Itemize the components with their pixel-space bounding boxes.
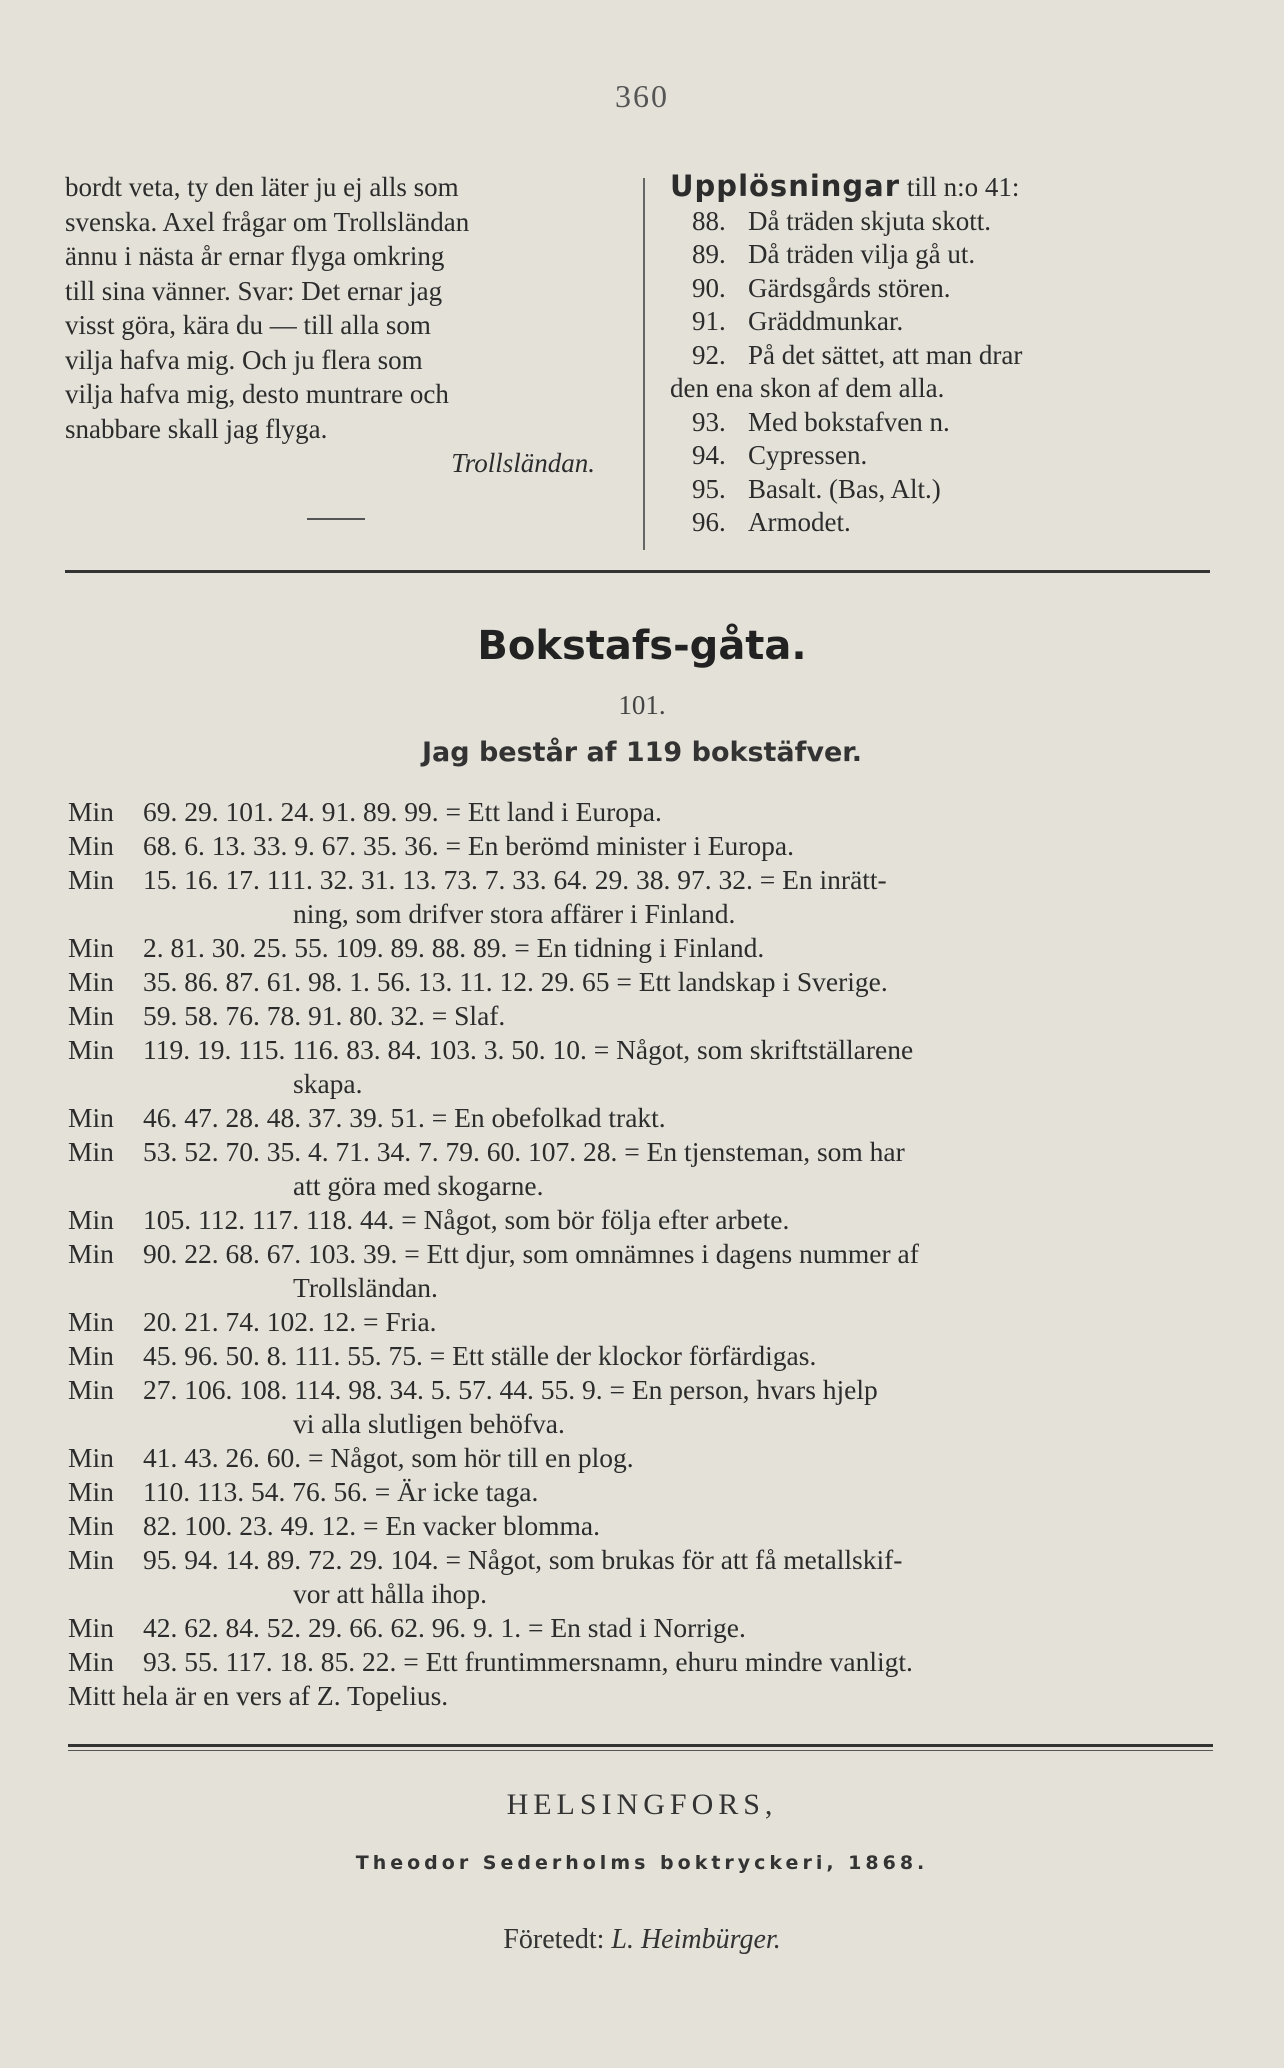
clue-row bbox=[68, 1339, 1218, 1373]
clue-text: 95. 94. 14. 89. 72. 29. 104. = Något, som brukas för att få metallskif- bbox=[143, 1544, 903, 1575]
puzzle-closing: Mitt hela är en vers af Z. Topelius. bbox=[68, 1680, 449, 1711]
clue-text-continued: skapa. bbox=[293, 1068, 363, 1099]
solution-number: 95. bbox=[692, 473, 726, 504]
solution-item bbox=[670, 205, 1225, 239]
clue-row bbox=[68, 863, 1218, 931]
solution-item bbox=[670, 305, 1225, 339]
solution-text: Med bokstafven n. bbox=[748, 406, 950, 437]
puzzle-subtitle: Jag består af 119 bokstäfver. bbox=[421, 737, 863, 768]
puzzle-number: 101. bbox=[618, 690, 666, 720]
clue-min-label: Min bbox=[68, 1646, 114, 1677]
clue-text: 93. 55. 117. 18. 85. 22. = Ett fruntimmersnamn, ehuru mindre vanligt. bbox=[143, 1646, 913, 1677]
solution-text: Cypressen. bbox=[748, 440, 868, 470]
clue-min-label: Min bbox=[68, 1442, 114, 1473]
clue-min-label: Min bbox=[68, 1204, 114, 1235]
clue-text: 110. 113. 54. 76. 56. = Är icke taga. bbox=[143, 1476, 539, 1507]
clue-min-label: Min bbox=[68, 1510, 114, 1541]
clue-text-continued: vor att hålla ihop. bbox=[293, 1578, 487, 1609]
solution-text: På det sättet, att man drar bbox=[748, 339, 1023, 370]
solution-item bbox=[670, 473, 1225, 507]
editorial-line: vilja hafva mig, desto muntrare och bbox=[65, 379, 449, 409]
solution-number: 96. bbox=[692, 507, 726, 537]
clue-min-label: Min bbox=[68, 1306, 114, 1337]
solution-text: Gärdsgårds stören. bbox=[748, 272, 951, 303]
solution-number: 93. bbox=[692, 406, 726, 437]
clue-text-continued: att göra med skogarne. bbox=[293, 1170, 544, 1201]
clue-min-label: Min bbox=[68, 932, 114, 963]
clue-text: 53. 52. 70. 35. 4. 71. 34. 7. 79. 60. 107. 28. = En tjensteman, som har bbox=[143, 1136, 905, 1167]
clue-text: 90. 22. 68. 67. 103. 39. = Ett djur, som omnämnes i dagens nummer af bbox=[143, 1238, 919, 1269]
clue-row bbox=[68, 999, 1218, 1033]
publisher-label: Företedt: bbox=[503, 1924, 612, 1955]
solution-item bbox=[670, 406, 1225, 440]
clue-row bbox=[68, 1645, 1218, 1679]
clue-row bbox=[68, 1305, 1218, 1339]
editorial-line: svenska. Axel frågar om Trollsländan bbox=[65, 206, 470, 237]
solution-text: Då träden skjuta skott. bbox=[748, 205, 991, 236]
clue-text: 59. 58. 76. 78. 91. 80. 32. = Slaf. bbox=[143, 1000, 506, 1031]
clue-text: 69. 29. 101. 24. 91. 89. 99. = Ett land i Europa. bbox=[143, 796, 662, 827]
clue-text-continued: ning, som drifver stora affärer i Finland. bbox=[293, 898, 736, 929]
footer-rule-thin bbox=[68, 1750, 1213, 1751]
clue-row bbox=[68, 1611, 1218, 1645]
clue-row bbox=[68, 965, 1218, 999]
clue-min-label: Min bbox=[68, 796, 114, 827]
clue-row bbox=[68, 1237, 1218, 1305]
short-divider bbox=[307, 518, 365, 520]
clue-row bbox=[68, 1203, 1218, 1237]
editorial-line: vilja hafva mig. Och ju flera som bbox=[65, 344, 423, 375]
clue-min-label: Min bbox=[68, 1000, 114, 1031]
clue-row bbox=[68, 1509, 1218, 1543]
solutions-heading-word: Upplösningar bbox=[670, 169, 901, 203]
clue-row bbox=[68, 1441, 1218, 1475]
solution-text: Armodet. bbox=[748, 507, 851, 537]
clue-text: 42. 62. 84. 52. 29. 66. 62. 96. 9. 1. = En stad i Norrige. bbox=[143, 1612, 746, 1643]
clue-min-label: Min bbox=[68, 1612, 114, 1643]
clue-row bbox=[68, 1135, 1218, 1203]
clue-row bbox=[68, 931, 1218, 965]
clue-text: 35. 86. 87. 61. 98. 1. 56. 13. 11. 12. 29. 65 = Ett landskap i Sverige. bbox=[143, 966, 888, 997]
clue-list bbox=[68, 795, 1218, 1713]
clue-text: 46. 47. 28. 48. 37. 39. 51. = En obefolkad trakt. bbox=[143, 1102, 666, 1133]
editorial-line: visst göra, kära du — till alla som bbox=[65, 310, 431, 340]
clue-min-label: Min bbox=[68, 830, 114, 861]
solutions-list bbox=[670, 205, 1225, 540]
clue-min-label: Min bbox=[68, 966, 114, 997]
solution-number: 92. bbox=[692, 339, 726, 370]
clue-min-label: Min bbox=[68, 1374, 114, 1405]
clue-min-label: Min bbox=[68, 864, 114, 895]
solution-item bbox=[670, 238, 1225, 272]
solution-number: 91. bbox=[692, 306, 726, 336]
solution-number: 94. bbox=[692, 440, 726, 470]
solution-text: Gräddmunkar. bbox=[748, 306, 904, 336]
solution-item bbox=[670, 339, 1225, 373]
solutions-column bbox=[670, 170, 1225, 540]
editorial-line: snabbare skall jag flyga. bbox=[65, 413, 328, 444]
solution-number: 90. bbox=[692, 272, 726, 303]
clue-text: 41. 43. 26. 60. = Något, som hör till en plog. bbox=[143, 1442, 634, 1473]
publisher-name: L. Heimbürger. bbox=[611, 1924, 781, 1955]
solution-number: 88. bbox=[692, 205, 726, 236]
clue-min-label: Min bbox=[68, 1544, 114, 1575]
clue-min-label: Min bbox=[68, 1238, 114, 1269]
puzzle-title: Bokstafs-gåta. bbox=[477, 623, 807, 669]
solution-item bbox=[670, 439, 1225, 473]
imprint-city: HELSINGFORS, bbox=[506, 1788, 778, 1821]
clue-text-continued: Trollsländan. bbox=[293, 1272, 438, 1303]
clue-text: 105. 112. 117. 118. 44. = Något, som bör följa efter arbete. bbox=[143, 1204, 790, 1235]
clue-row bbox=[68, 1543, 1218, 1611]
clue-row bbox=[68, 829, 1218, 863]
editorial-signature: Trollsländan. bbox=[451, 448, 595, 478]
clue-min-label: Min bbox=[68, 1136, 114, 1167]
clue-text: 2. 81. 30. 25. 55. 109. 89. 88. 89. = En tidning i Finland. bbox=[143, 932, 765, 963]
clue-row bbox=[68, 1033, 1218, 1101]
clue-min-label: Min bbox=[68, 1102, 114, 1133]
clue-min-label: Min bbox=[68, 1034, 114, 1065]
imprint-publisher bbox=[0, 1924, 1284, 1956]
editorial-line: ännu i nästa år ernar flyga omkring bbox=[65, 241, 445, 271]
clue-text: 20. 21. 74. 102. 12. = Fria. bbox=[143, 1306, 437, 1337]
solution-number: 89. bbox=[692, 239, 726, 269]
clue-row bbox=[68, 795, 1218, 829]
clue-min-label: Min bbox=[68, 1476, 114, 1507]
clue-row bbox=[68, 1475, 1218, 1509]
solution-text: Då träden vilja gå ut. bbox=[748, 239, 976, 269]
page-number: 360 bbox=[615, 78, 669, 114]
solutions-heading bbox=[670, 170, 1225, 205]
solution-item bbox=[670, 272, 1225, 306]
clue-text-continued: vi alla slutligen behöfva. bbox=[293, 1408, 565, 1439]
solutions-heading-suffix: till n:o 41: bbox=[900, 172, 1020, 202]
column-divider bbox=[643, 178, 645, 550]
clue-text: 82. 100. 23. 49. 12. = En vacker blomma. bbox=[143, 1510, 600, 1541]
clue-text: 119. 19. 115. 116. 83. 84. 103. 3. 50. 10. = Något, som skriftställarene bbox=[143, 1034, 914, 1065]
editorial-line: till sina vänner. Svar: Det ernar jag bbox=[65, 275, 443, 306]
solution-text: Basalt. (Bas, Alt.) bbox=[748, 473, 941, 504]
footer-rule-thick bbox=[68, 1744, 1213, 1747]
clue-text: 68. 6. 13. 33. 9. 67. 35. 36. = En berömd minister i Europa. bbox=[143, 830, 794, 861]
solution-item bbox=[670, 506, 1225, 540]
clue-row bbox=[68, 1101, 1218, 1135]
clue-min-label: Min bbox=[68, 1340, 114, 1371]
clue-text: 15. 16. 17. 111. 32. 31. 13. 73. 7. 33. 64. 29. 38. 97. 32. = En inrätt- bbox=[143, 864, 887, 895]
editorial-column bbox=[65, 170, 635, 481]
clue-text: 27. 106. 108. 114. 98. 34. 5. 57. 44. 55. 9. = En person, hvars hjelp bbox=[143, 1374, 878, 1405]
clue-text: 45. 96. 50. 8. 111. 55. 75. = Ett ställe der klockor förfärdigas. bbox=[143, 1340, 817, 1371]
section-rule bbox=[65, 570, 1210, 573]
solution-text-continued: den ena skon af dem alla. bbox=[670, 373, 945, 403]
clue-row bbox=[68, 1373, 1218, 1441]
editorial-line: bordt veta, ty den läter ju ej alls som bbox=[65, 172, 459, 202]
imprint-printer: Theodor Sederholms boktryckeri, 1868. bbox=[355, 1852, 929, 1874]
